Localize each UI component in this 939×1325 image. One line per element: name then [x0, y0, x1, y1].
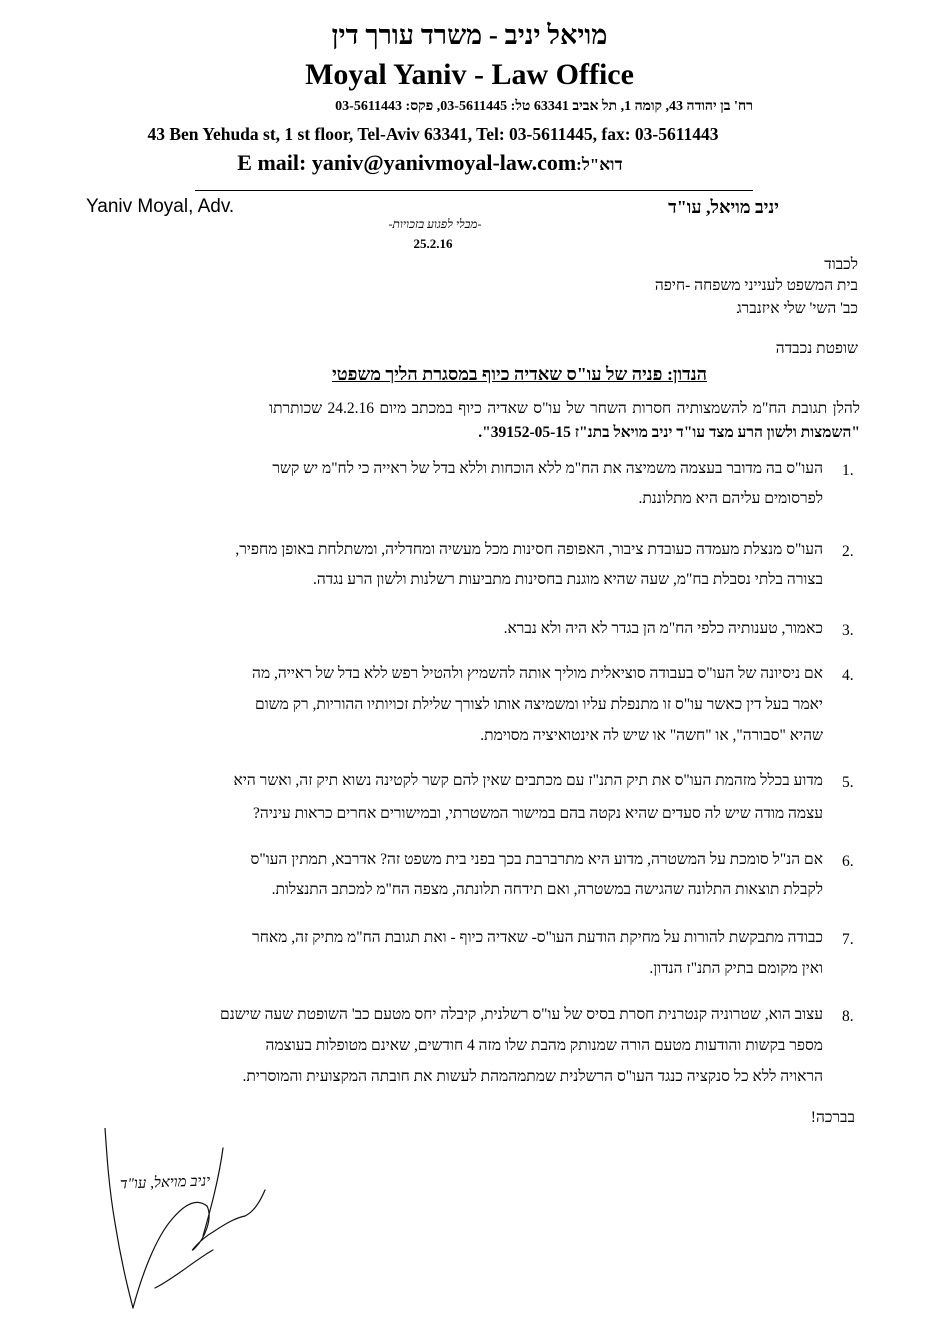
letterhead-address-en: 43 Ben Yehuda st, 1 st floor, Tel-Aviv 63341, Tel: 03-5611445, fax: 03-5611443 [147, 124, 719, 144]
item-4-line-3: שהיא "סבורה", או "חשה" או שיש לה אינטואיציה מסוימת. [480, 727, 823, 744]
letterhead-email-line [0, 150, 860, 176]
letterhead-title-he: מויאל יניב - משרד עורך דין [331, 20, 608, 50]
item-1-line-2: לפרסומים עליהם היא מתלוננת. [638, 490, 823, 507]
privileged-note: -מבלי לפגוע בזכויות- [388, 217, 482, 231]
handwritten-signature [95, 1128, 285, 1318]
item-5-line-1: מדוע בכלל מזהמת העו"ס את תיק התנ"ז עם מכתבים שאין להם קשר לקטינה נשוא תיק זה, ואשר היא [233, 772, 823, 789]
item-7-line-1: כבודה מתבקשת להורות על מחיקת הודעת העו"ס- שאדיה כיוף - ואת תגובת הח"מ מתיק זה, מאחר [252, 929, 823, 946]
item-number: 4. [842, 667, 854, 684]
item-number: 8. [842, 1008, 854, 1025]
intro-line-1: להלן תגובת הח"מ להשמצותיה חסרות השחר של עו"ס שאדיה כיוף במכתב מיום 24.2.16 שכותרתו [269, 400, 860, 417]
letterhead-address-he: רח' בן יהודה 43, קומה 1, תל אביב 63341 טל: 03-5611445, פקס: 03-5611443 [335, 99, 753, 114]
item-5-line-2: עצמה מודה שיש לה סעדים שהיא נקטה בהם במישור המשטרתי, ובמישורים אחרים כראות עיניה? [253, 805, 823, 822]
letter-date: 25.2.16 [413, 236, 453, 251]
recipient-salutation: שופטת נכבדה [775, 340, 858, 357]
item-4-line-1: אם ניסיונה של העו"ס בעבודה סוציאלית מוליך אותה להשמיץ ולהטיל רפש ללא בדל של ראייה, מה [252, 665, 823, 682]
item-number: 6. [842, 853, 854, 870]
item-6-line-2: לקבלת תוצאות התלונה שהגישה במשטרה, ואם תידחה תלונתה, מצפה הח"מ למכתב התנצלות. [271, 881, 823, 898]
item-8-line-1: עצוב הוא, שטרוניה קנטרנית חסרת בסיס של עו"ס רשלנית, קיבלה יחס מטעם כב' השופטת שעה שישנם [220, 1006, 823, 1023]
item-number: 2. [842, 543, 854, 560]
recipient-line-1: לכבוד [824, 256, 858, 273]
intro-line-2: "השמצות ולשון הרע מצד עו"ד יניב מויאל בתנ"ז 39152-05-15". [478, 424, 860, 441]
letterhead-title-en: Moyal Yaniv - Law Office [305, 58, 634, 91]
item-2-line-2: בצורה בלתי נסבלת בח"מ, שעה שהיא מוגנת בחסינות מתביעות רשלנות ולשון הרע נגדה. [312, 571, 823, 588]
item-7-line-2: ואין מקומם בתיק התנ"ז הנדון. [649, 960, 823, 977]
author-name-he: יניב מויאל, עו"ד [668, 197, 779, 217]
item-number: 3. [842, 622, 854, 639]
item-2-line-1: העו"ס מנצלת מעמדה כעובדת ציבור, האפופה חסינות מכל מעשיה ומחדליה, ומשתלחת באופן מחפיר, [235, 541, 823, 558]
email-address: yaniv@yanivmoyal-law.com [311, 150, 577, 175]
item-8-line-2: מספר בקשות והודעות מטעם הורה שמנותק מהבת שלו מזה 4 חודשים, שאינם מטופלות בעוצמה [265, 1037, 823, 1054]
item-6-line-1: אם הנ"ל סומכת על המשטרה, מדוע היא מתרברבת בכך בפני בית משפט זה? אדרבא, תמתין העו"ס [250, 851, 823, 868]
item-1-line-1: העו"ס בה מדובר בעצמה משמיצה את הח"מ ללא הוכחות וללא בדל של ראייה כי לח"מ יש קשר [272, 460, 823, 477]
item-number: 1. [842, 462, 854, 479]
item-4-line-2: יאמר בעל דין כאשר עו"ס זו מתנפלת עליו ומשמיצה אותו לצורך שלילת זכויותיו ההוריות, רק משום [255, 696, 823, 713]
author-name-en: Yaniv Moyal, Adv. [86, 196, 235, 217]
letter-subject: הנדון: פניה של עו"ס שאדיה כיוף במסגרת הליך משפטי [332, 364, 707, 384]
header-divider [195, 190, 753, 191]
email-label-en: E mail: [237, 150, 312, 175]
recipient-line-2: בית המשפט לענייני משפחה -חיפה [654, 277, 858, 294]
item-3-line-1: כאמור, טענותיה כלפי הח"מ הן בגדר לא היה ולא נברא. [503, 620, 823, 637]
recipient-line-3: כב' השי' שלי איזנברג [736, 300, 858, 317]
item-8-line-3: הראויה ללא כל סנקציה כנגד העו"ס הרשלנית שמתמהמהת לעשות את חובתה המקצועית והמוסרית. [242, 1068, 823, 1085]
item-number: 5. [842, 774, 854, 791]
closing-greeting: בברכה! [810, 1109, 855, 1126]
signature-name: יניב מויאל, עו"ד [119, 1173, 211, 1193]
item-number: 7. [842, 931, 854, 948]
email-label-he: :דוא"ל [576, 155, 623, 174]
